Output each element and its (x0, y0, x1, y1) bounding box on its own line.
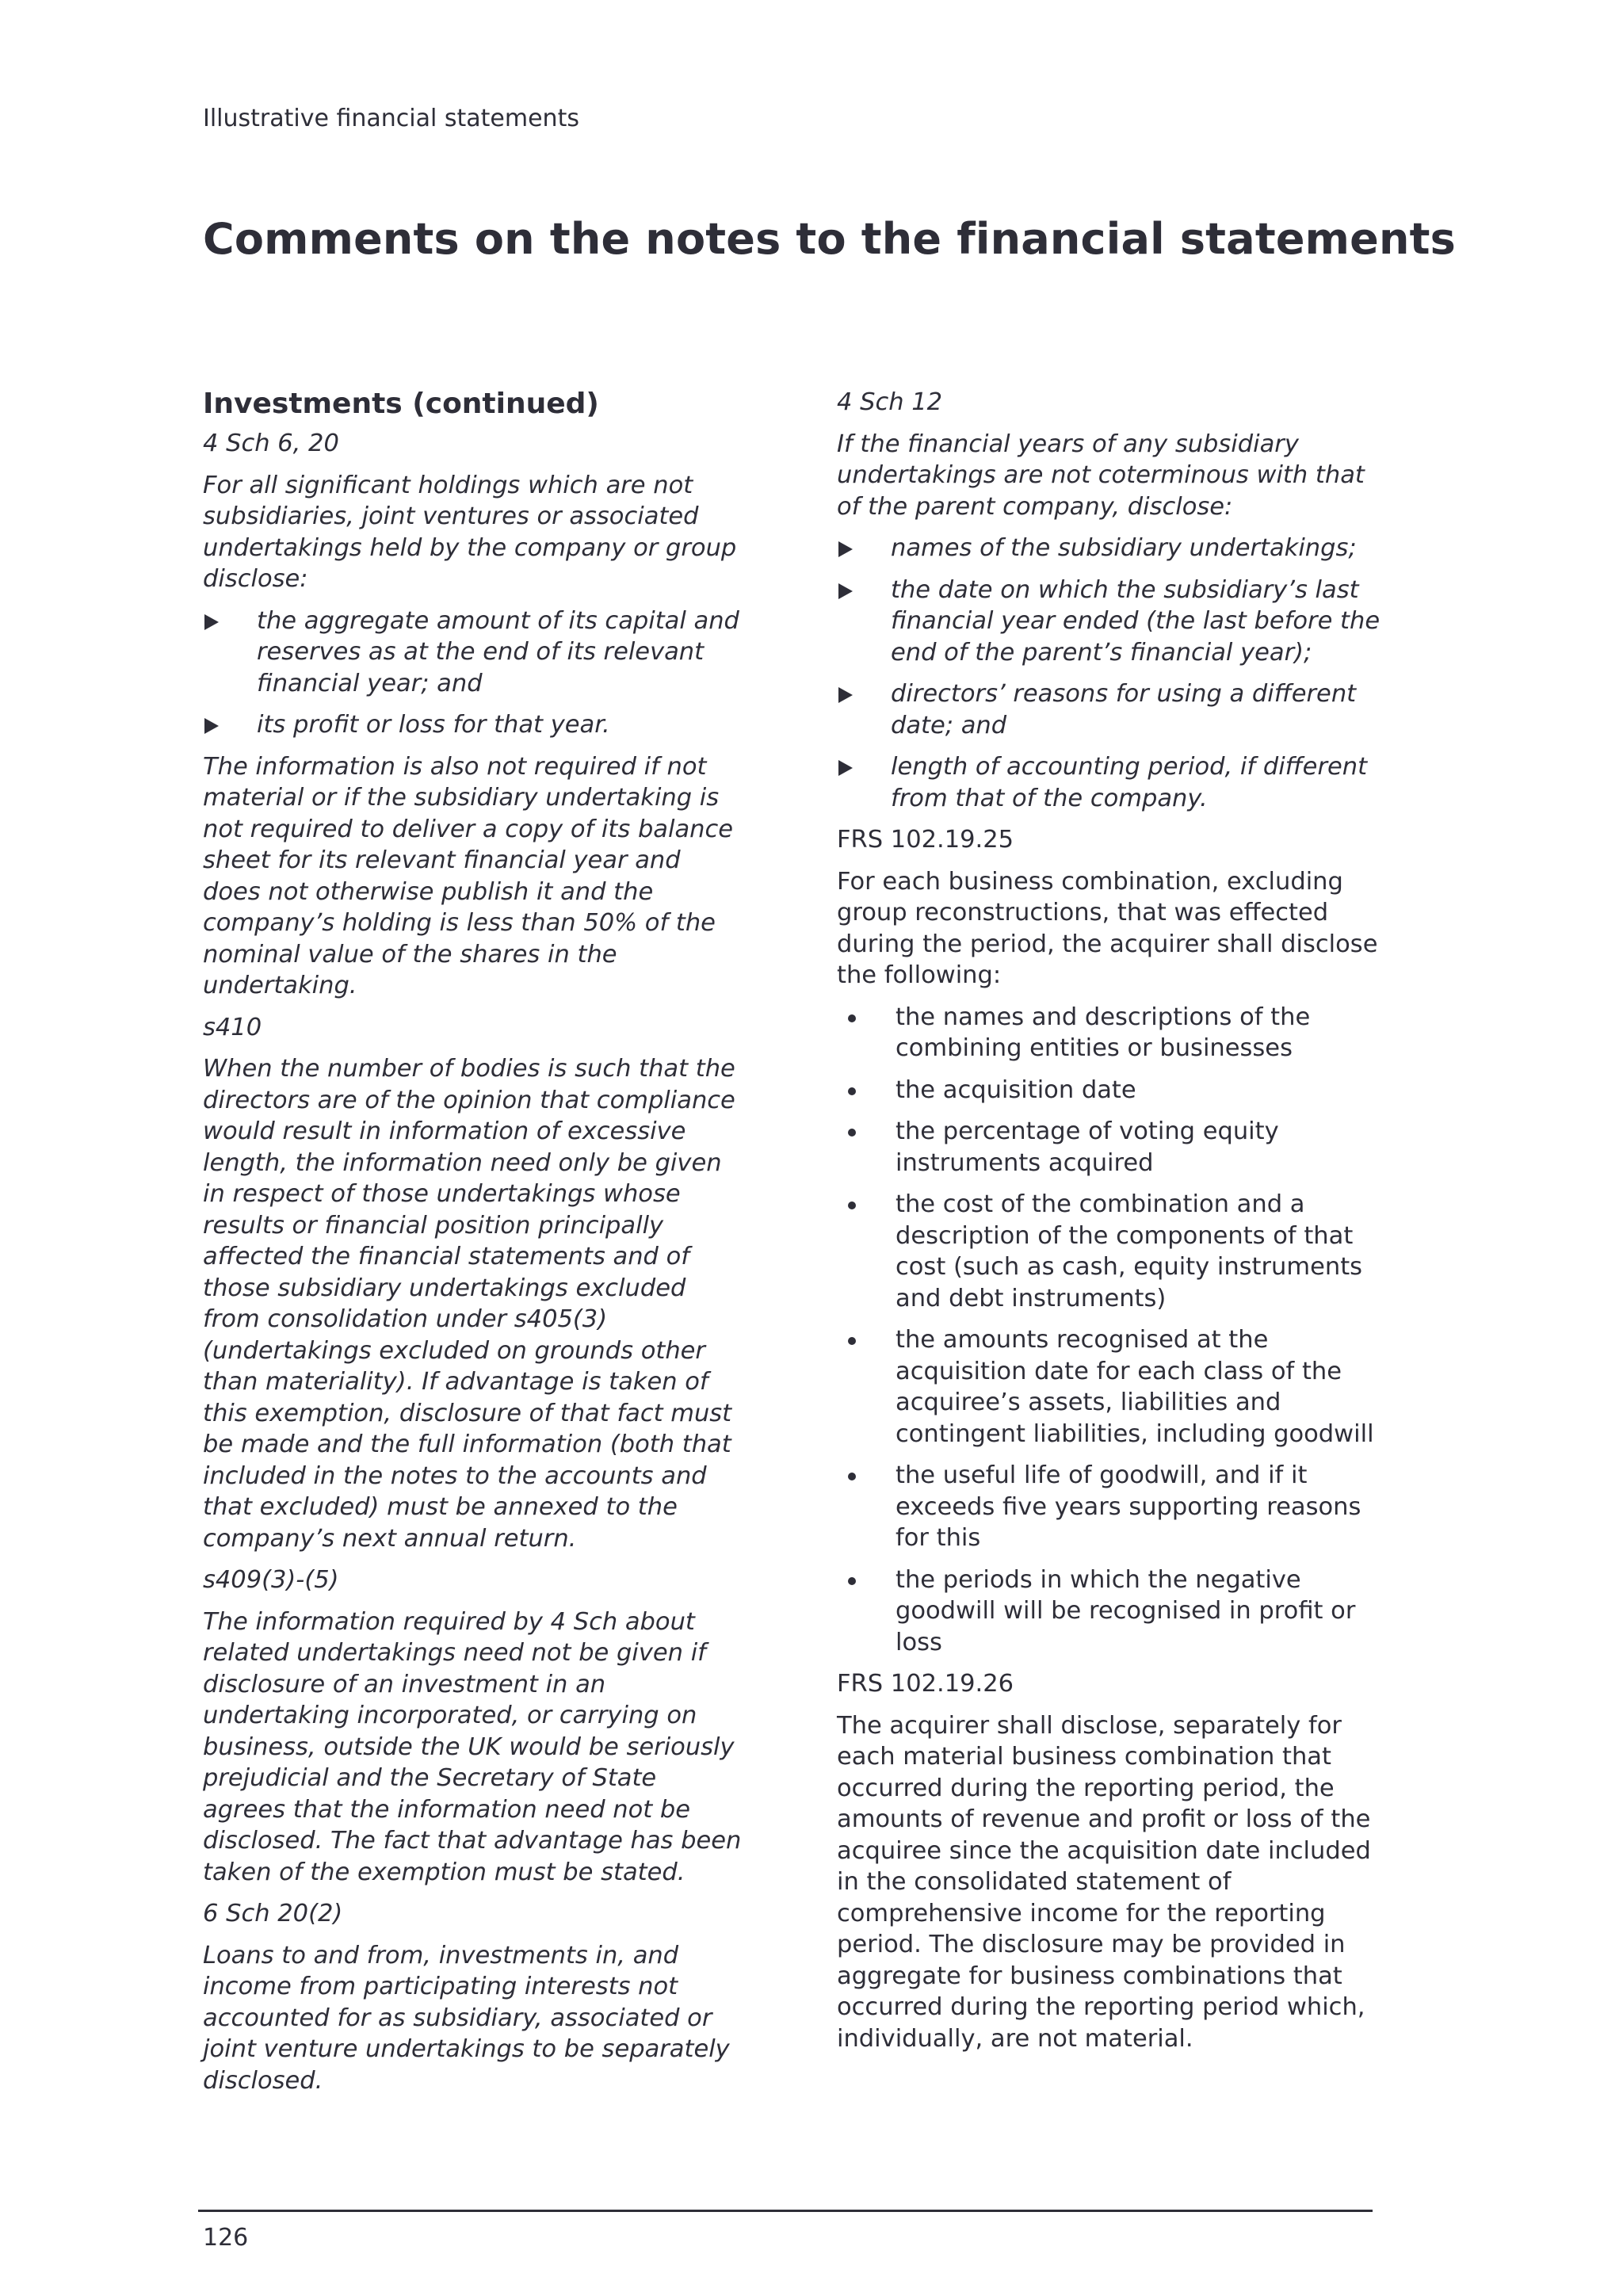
left-column (203, 387, 742, 2107)
paragraph: If the financial years of any subsidiary undertakings are not coterminous with that of the parent company, disclose: (837, 430, 1365, 521)
arrow-list-item (203, 606, 742, 700)
running-header: Illustrative financial statements (203, 105, 579, 132)
list-item-text: the cost of the combination and a description of the components of that cost (such as cash, equity instruments and debt instruments) (896, 1190, 1363, 1312)
bullet-list-item (837, 1564, 1384, 1659)
triangle-bullet-icon (838, 541, 853, 557)
dot-bullet-icon (848, 1577, 856, 1585)
arrow-list (837, 533, 1384, 814)
paragraph: The acquirer shall disclose, separately for each material business combination that occurred during the reporting period, the amounts of revenue and profit or loss of the acquiree since the acquisition date included in the consolidated statement of comprehensive income for the reporting period. The disclosure may be provided in aggregate for business combinations that occurred during the reporting period which, individually, are not material. (837, 1711, 1371, 2053)
list-item-text: the date on which the subsidiary’s last financial year ended (the last before the end of the parent’s financial year); (891, 575, 1381, 667)
triangle-bullet-icon (838, 583, 853, 599)
bullet-list (837, 1002, 1384, 1659)
list-item-text: the useful life of goodwill, and if it exceeds five years supporting reasons for this (896, 1461, 1361, 1552)
paragraph: When the number of bodies is such that the directors are of the opinion that compliance would result in information of excessive length, the information need only be given in respect of those undertakings whose results or financial position principally affected the financial statements and of those subsidiary undertakings excluded from consolidation under s405(3)(undertakings excluded on grounds other than materiality). If advantage is taken of this exemption, disclosure of that fact must be made and the full information (both that included in the notes to the accounts and that excluded) must be annexed to the company’s next annual return. (203, 1055, 735, 1553)
legal-reference: 6 Sch 20(2) (203, 1900, 343, 1927)
list-item-text: the acquisition date (896, 1075, 1136, 1104)
right-column (837, 387, 1384, 2065)
bullet-list-item (837, 1075, 1384, 1106)
triangle-bullet-icon (838, 687, 853, 703)
bullet-list-item (837, 1002, 1384, 1064)
paragraph: Loans to and from, investments in, and income from participating interests not accounted for as subsidiary, associated or joint venture undertakings to be separately disclosed. (203, 1941, 730, 2095)
paragraph: The information required by 4 Sch about related undertakings need not be given if disclosure of an investment in an undertaking incorporated, or carrying on business, outside the UK would be seriously prejudicial and the Secretary of State agrees that the information need not be disclosed. The fact that advantage has been taken of the exemption must be stated. (203, 1607, 742, 1886)
dot-bullet-icon (848, 1087, 856, 1095)
bullet-list-item (837, 1460, 1384, 1554)
triangle-bullet-icon (204, 614, 219, 630)
footer-divider (198, 2210, 1373, 2212)
list-item-text: the amounts recognised at the acquisition date for each class of the acquiree’s assets, liabilities and contingent liabilities, including goodwill (896, 1326, 1374, 1448)
section-heading: Investments (continued) (203, 388, 599, 420)
arrow-list (203, 606, 742, 741)
arrow-list-item (837, 678, 1384, 741)
list-item-text: length of accounting period, if different from that of the company. (891, 753, 1368, 812)
dot-bullet-icon (848, 1014, 856, 1022)
dot-bullet-icon (848, 1473, 856, 1480)
list-item-text: the names and descriptions of the combining entities or businesses (896, 1003, 1311, 1062)
triangle-bullet-icon (204, 718, 219, 734)
paragraph: For all significant holdings which are not subsidiaries, joint ventures or associated undertakings held by the company or group disclose: (203, 471, 737, 593)
page-number: 126 (203, 2224, 249, 2252)
list-item-text: the percentage of voting equity instruments acquired (896, 1117, 1279, 1177)
legal-reference: 4 Sch 6, 20 (203, 430, 339, 457)
dot-bullet-icon (848, 1337, 856, 1345)
triangle-bullet-icon (838, 760, 853, 776)
bullet-list-item (837, 1116, 1384, 1179)
dot-bullet-icon (848, 1129, 856, 1137)
list-item-text: its profit or loss for that year. (257, 711, 610, 739)
standard-reference: FRS 102.19.25 (837, 826, 1014, 854)
standard-reference: FRS 102.19.26 (837, 1670, 1014, 1698)
arrow-list-item (837, 575, 1384, 669)
dot-bullet-icon (848, 1201, 856, 1209)
legal-reference: 4 Sch 12 (837, 388, 943, 416)
list-item-text: the periods in which the negative goodwill will be recognised in profit or loss (896, 1565, 1356, 1656)
bullet-list-item (837, 1324, 1384, 1450)
page-title: Comments on the notes to the financial statements (203, 214, 1456, 264)
list-item-text: the aggregate amount of its capital and reserves as at the end of its relevant financial year; and (257, 606, 739, 697)
paragraph: The information is also not required if not material or if the subsidiary undertaking is not required to deliver a copy of its balance sheet for its relevant financial year and does not otherwise publish it and the company’s holding is less than 50% of the nominal value of the shares in the undertaking. (203, 752, 734, 999)
list-item-text: names of the subsidiary undertakings; (891, 534, 1357, 562)
list-item-text: directors’ reasons for using a different date; and (891, 680, 1357, 739)
paragraph: For each business combination, excluding group reconstructions, that was effected during the period, the acquirer shall disclose the following: (837, 867, 1378, 989)
bullet-list-item (837, 1189, 1384, 1314)
legal-reference: s409(3)-(5) (203, 1566, 339, 1594)
arrow-list-item (837, 533, 1384, 564)
arrow-list-item (837, 751, 1384, 814)
arrow-list-item (203, 709, 742, 741)
legal-reference: s410 (203, 1013, 262, 1041)
